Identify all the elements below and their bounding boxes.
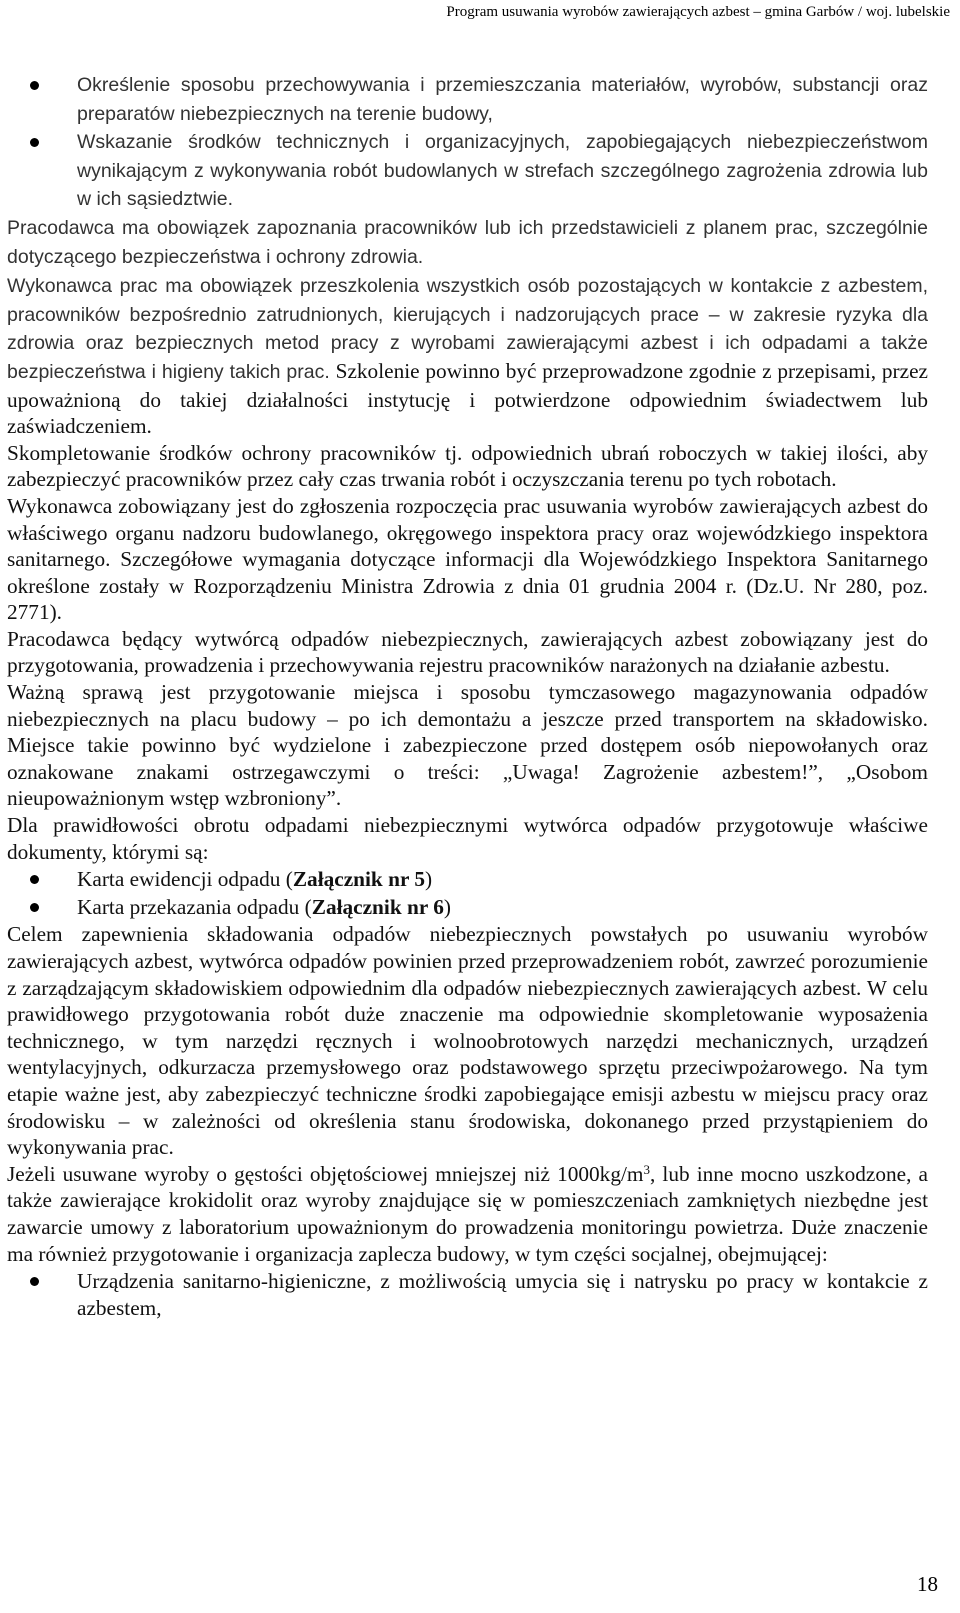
paragraph-plan-info: Pracodawca ma obowiązek zapoznania pracowników lub ich przedstawicieli z planem prac, szczególnie dotyczącego bezpieczeństwa i ochrony zdrowia. — [7, 216, 928, 268]
paragraph-landfill-agreement: Celem zapewnienia składowania odpadów niebezpiecznych powstałych po usuwaniu wyrobów zawierających azbest, wytwórca odpadów powinien przed przeprowadzeniem robót, zawrzeć porozumienie z zarządzającym składowiskiem odpowiednim dla odpadów niebezpiecznych zawierających azbest. W celu prawidłowego przygotowania robót duże znaczenie ma odpowiednie skompletowanie wyposażenia technicznego, w tym narzędzi ręcznych i wolnoobrotowych narzędzi mechanicznych, urządzeń wentylacyjnych, odkurzacza przemysłowego oraz podstawowego sprzętu przeciwpożarowego. Na tym etapie ważne jest, aby zabezpieczyć techniczne środki zapobiegające emisji azbestu w miejscu pracy oraz środowisku – w zależności od określenia stanu środowiska, dokonanego przed przystąpieniem do wykonywania prac. — [7, 922, 928, 1160]
list-item: Karta przekazania odpadu (Załącznik nr 6) — [7, 894, 928, 921]
bullet-icon — [30, 875, 39, 884]
paragraph-storage: Ważną sprawą jest przygotowanie miejsca i sposobu tymczasowego magazynowania odpadów niebezpiecznych na placu budowy – po ich demontażu a jeszcze przed transportem na składowisko. Miejsce takie powinno być wydzielone i zabezpieczone przed dostępem osób niepowołanych oraz oznakowane znakami ostrzegawczymi o treści: „Uwaga! Zagrożenie azbestem!”, „Osobom nieupoważnionym wstęp wzbroniony”. — [7, 680, 928, 811]
list-item: Wskazanie środków technicznych i organizacyjnych, zapobiegających niebezpieczeństwom wynikającym z wykonywania robót budowlanych w strefach szczególnego zagrożenia zdrowia lub w ich sąsiedztwie. — [7, 128, 928, 214]
bullet-icon — [30, 81, 39, 90]
bullet-list-3 — [7, 1268, 928, 1321]
page-number: 18 — [917, 1572, 938, 1596]
paragraph-register: Pracodawca będący wytwórcą odpadów niebezpiecznych, zawierających azbest zobowiązany jest do przygotowania, prowadzenia i przechowywania rejestru pracowników narażonych na działanie azbestu. — [7, 626, 928, 678]
document-body — [7, 71, 928, 1322]
paragraph-protective-gear: Skompletowanie środków ochrony pracowników tj. odpowiednich ubrań roboczych w takiej ilości, aby zabezpieczyć pracowników przez cały czas trwania robót i oczyszczania terenu po tych robotach. — [7, 440, 928, 492]
bullet-list-1 — [7, 71, 928, 214]
list-item: Urządzenia sanitarno-higieniczne, z możliwością umycia się i natrysku po pracy w kontakcie z azbestem, — [7, 1268, 928, 1321]
paragraph-documents: Dla prawidłowości obrotu odpadami niebezpiecznymi wytwórca odpadów przygotowuje właściwe dokumenty, którymi są: — [7, 813, 928, 864]
paragraph-notification: Wykonawca zobowiązany jest do zgłoszenia rozpoczęcia prac usuwania wyrobów zawierających azbest do właściwego organu nadzoru budowlanego, okręgowego inspektora pracy oraz wojewódzkiego inspektora sanitarnego. Szczegółowe wymagania dotyczące informacji dla Wojewódzkiego Inspektora Sanitarnego określone zostały w Rozporządzeniu Ministra Zdrowia z dnia 01 grudnia 2004 r. (Dz.U. Nr 280, poz. 2771). — [7, 493, 928, 625]
bullet-icon — [30, 138, 39, 147]
running-header: Program usuwania wyrobów zawierających azbest – gmina Garbów / woj. lubelskie — [446, 4, 950, 20]
list-item: Karta ewidencji odpadu (Załącznik nr 5) — [7, 866, 928, 893]
list-item: Określenie sposobu przechowywania i przemieszczania materiałów, wyrobów, substancji oraz preparatów niebezpiecznych na terenie budowy, — [7, 71, 928, 128]
bullet-icon — [30, 903, 39, 912]
bullet-list-2 — [7, 866, 928, 920]
paragraph-training: Wykonawca prac ma obowiązek przeszkolenia wszystkich osób pozostających w kontakcie z azbestem, pracowników bezpośrednio zatrudnionych, kierujących i nadzorujących prace – w zakresie ryzyka dla zdrowia oraz bezpiecznych metod pracy z wyrobami zawierającymi azbest i ich odpadami a także bezpieczeństwa i higieny takich prac. Szkolenie powinno być przeprowadzone zgodnie z przepisami, przez upoważnioną do takiej działalności instytucję i potwierdzone odpowiednim świadectwem lub zaświadczeniem. — [7, 275, 928, 439]
paragraph-monitoring: Jeżeli usuwane wyroby o gęstości objętościowej mniejszej niż $1000kg/m^3$, lub inne mocno uszkodzone, a także zawierające krokidolit oraz wyroby znajdujące się w pomieszczeniach zamkniętych niezbędne jest zawarcie umowy z laboratorium upoważnionym do prowadzenia monitoringu powietrza. Duże znaczenie ma również przygotowanie i organizacja zaplecza budowy, w tym części socjalnej, obejmującej: — [7, 1161, 928, 1266]
bullet-icon — [30, 1277, 39, 1286]
